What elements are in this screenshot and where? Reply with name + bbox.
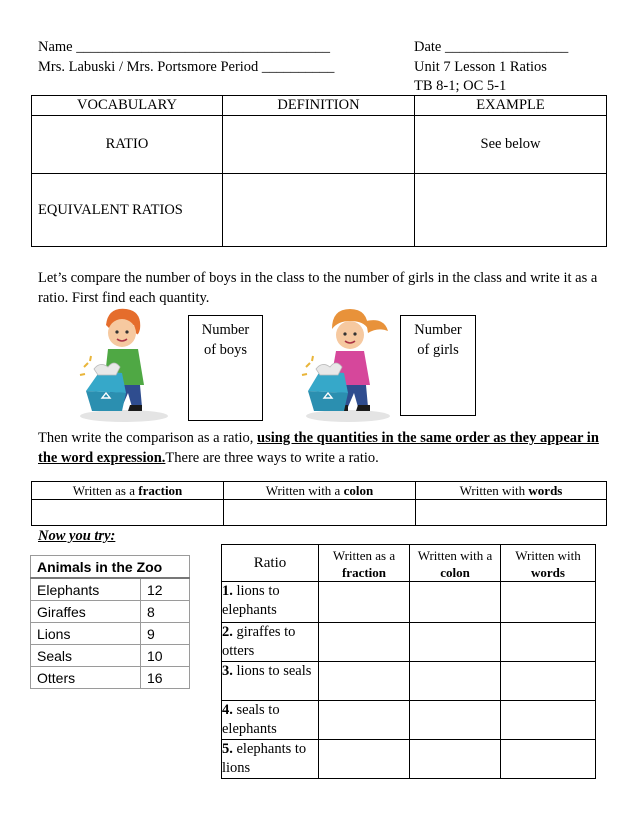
ratio-number: 2. xyxy=(222,624,233,640)
zoo-table-title: Animals in the Zoo xyxy=(31,556,190,579)
ratio-row xyxy=(222,662,596,701)
words-col-pre: Written with xyxy=(515,548,581,563)
ratio-practice-table xyxy=(221,544,596,779)
words-col-header xyxy=(501,545,596,582)
colon-col-bold: colon xyxy=(440,565,470,580)
way-words-answer-cell[interactable] xyxy=(416,500,607,526)
ratio-text: lions to elephants xyxy=(222,583,280,618)
instruction-prefix: Then write the comparison as a ratio, xyxy=(38,430,258,446)
zoo-count: 10 xyxy=(141,645,190,667)
example-col-header: EXAMPLE xyxy=(415,96,607,116)
words-answer-cell[interactable] xyxy=(501,582,596,623)
way-fraction-bold: fraction xyxy=(138,482,183,498)
animals-zoo-table xyxy=(30,555,190,689)
words-answer-cell[interactable] xyxy=(501,623,596,662)
ratio-prompt xyxy=(222,662,319,701)
ratio-number: 1. xyxy=(222,583,233,599)
teacher-period-line: Mrs. Labuski / Mrs. Portsmore Period __________ xyxy=(38,59,335,75)
ratio-row xyxy=(222,740,596,779)
way-words-pre: Written with xyxy=(459,482,529,498)
way-words-bold: words xyxy=(528,482,563,498)
zoo-row xyxy=(31,601,190,623)
zoo-row xyxy=(31,578,190,601)
definition-cell[interactable] xyxy=(223,116,415,174)
words-col-bold: words xyxy=(531,565,565,580)
tb-line: TB 8-1; OC 5-1 xyxy=(414,78,507,94)
zoo-row xyxy=(31,667,190,689)
zoo-count: 9 xyxy=(141,623,190,645)
date-line: Date _________________ xyxy=(414,39,569,55)
definition-cell[interactable] xyxy=(223,174,415,247)
instruction-emphasis: using the quantities in the same order as they appear in the word expression. xyxy=(38,430,599,466)
zoo-row xyxy=(31,623,190,645)
ratio-prompt xyxy=(222,701,319,740)
ratio-row xyxy=(222,623,596,662)
way-words-header xyxy=(416,482,607,500)
unit-line: Unit 7 Lesson 1 Ratios xyxy=(414,59,547,75)
words-answer-cell[interactable] xyxy=(501,701,596,740)
way-fraction-answer-cell[interactable] xyxy=(32,500,224,526)
number-of-boys-box[interactable] xyxy=(188,315,263,421)
zoo-animal: Giraffes xyxy=(31,601,141,623)
fraction-answer-cell[interactable] xyxy=(319,740,410,779)
ratio-instruction xyxy=(38,428,613,468)
vocab-term: RATIO xyxy=(32,116,223,174)
ratio-text: lions to seals xyxy=(232,663,312,679)
number-of-girls-label: Number of girls xyxy=(414,322,462,358)
colon-answer-cell[interactable] xyxy=(410,740,501,779)
zoo-animal: Seals xyxy=(31,645,141,667)
way-fraction-header xyxy=(32,482,224,500)
zoo-animal: Lions xyxy=(31,623,141,645)
zoo-animal: Elephants xyxy=(31,578,141,601)
ratio-prompt xyxy=(222,623,319,662)
ratio-text: elephants to lions xyxy=(222,741,307,776)
colon-answer-cell[interactable] xyxy=(410,662,501,701)
ratio-number: 4. xyxy=(222,702,233,718)
three-ways-table xyxy=(31,481,607,526)
number-of-boys-label: Number of boys xyxy=(201,322,250,358)
ratio-row xyxy=(222,701,596,740)
way-colon-bold: colon xyxy=(343,482,374,498)
zoo-animal: Otters xyxy=(31,667,141,689)
colon-answer-cell[interactable] xyxy=(410,582,501,623)
ratio-col-header: Ratio xyxy=(222,545,319,582)
fraction-answer-cell[interactable] xyxy=(319,623,410,662)
example-cell[interactable] xyxy=(415,174,607,247)
example-cell: See below xyxy=(415,116,607,174)
zoo-row xyxy=(31,645,190,667)
ratio-text: seals to elephants xyxy=(222,702,280,737)
ratio-row xyxy=(222,582,596,623)
fraction-answer-cell[interactable] xyxy=(319,662,410,701)
vocabulary-table xyxy=(31,95,607,247)
way-colon-answer-cell[interactable] xyxy=(224,500,416,526)
ratio-text: giraffes to otters xyxy=(222,624,296,659)
way-colon-pre: Written with a xyxy=(265,482,344,498)
number-of-girls-box[interactable] xyxy=(400,315,476,416)
name-line: Name ___________________________________ xyxy=(38,39,330,55)
colon-col-pre: Written with a xyxy=(417,548,493,563)
colon-answer-cell[interactable] xyxy=(410,701,501,740)
fraction-col-pre: Written as a xyxy=(332,548,396,563)
zoo-count: 16 xyxy=(141,667,190,689)
fraction-answer-cell[interactable] xyxy=(319,582,410,623)
compare-intro: Let’s compare the number of boys in the class to the number of girls in the class and write it as a ratio. First find each quantity. xyxy=(38,270,598,306)
colon-answer-cell[interactable] xyxy=(410,623,501,662)
now-you-try-heading: Now you try: xyxy=(38,528,116,544)
way-colon-header xyxy=(224,482,416,500)
fraction-answer-cell[interactable] xyxy=(319,701,410,740)
vocab-term: EQUIVALENT RATIOS xyxy=(32,174,223,247)
ratio-number: 5. xyxy=(222,741,233,757)
words-answer-cell[interactable] xyxy=(501,740,596,779)
ratio-prompt xyxy=(222,740,319,779)
zoo-count: 8 xyxy=(141,601,190,623)
fraction-col-header xyxy=(319,545,410,582)
ratio-number: 3. xyxy=(222,663,233,679)
way-fraction-pre: Written as a xyxy=(72,482,139,498)
ratio-prompt xyxy=(222,582,319,623)
vocab-col-header: VOCABULARY xyxy=(32,96,223,116)
zoo-count: 12 xyxy=(141,578,190,601)
definition-col-header: DEFINITION xyxy=(223,96,415,116)
fraction-col-bold: fraction xyxy=(341,565,387,580)
boy-recycling-illustration xyxy=(72,305,172,423)
girl-recycling-illustration xyxy=(298,305,393,423)
colon-col-header xyxy=(410,545,501,582)
words-answer-cell[interactable] xyxy=(501,662,596,701)
instruction-suffix: There are three ways to write a ratio. xyxy=(165,450,379,466)
